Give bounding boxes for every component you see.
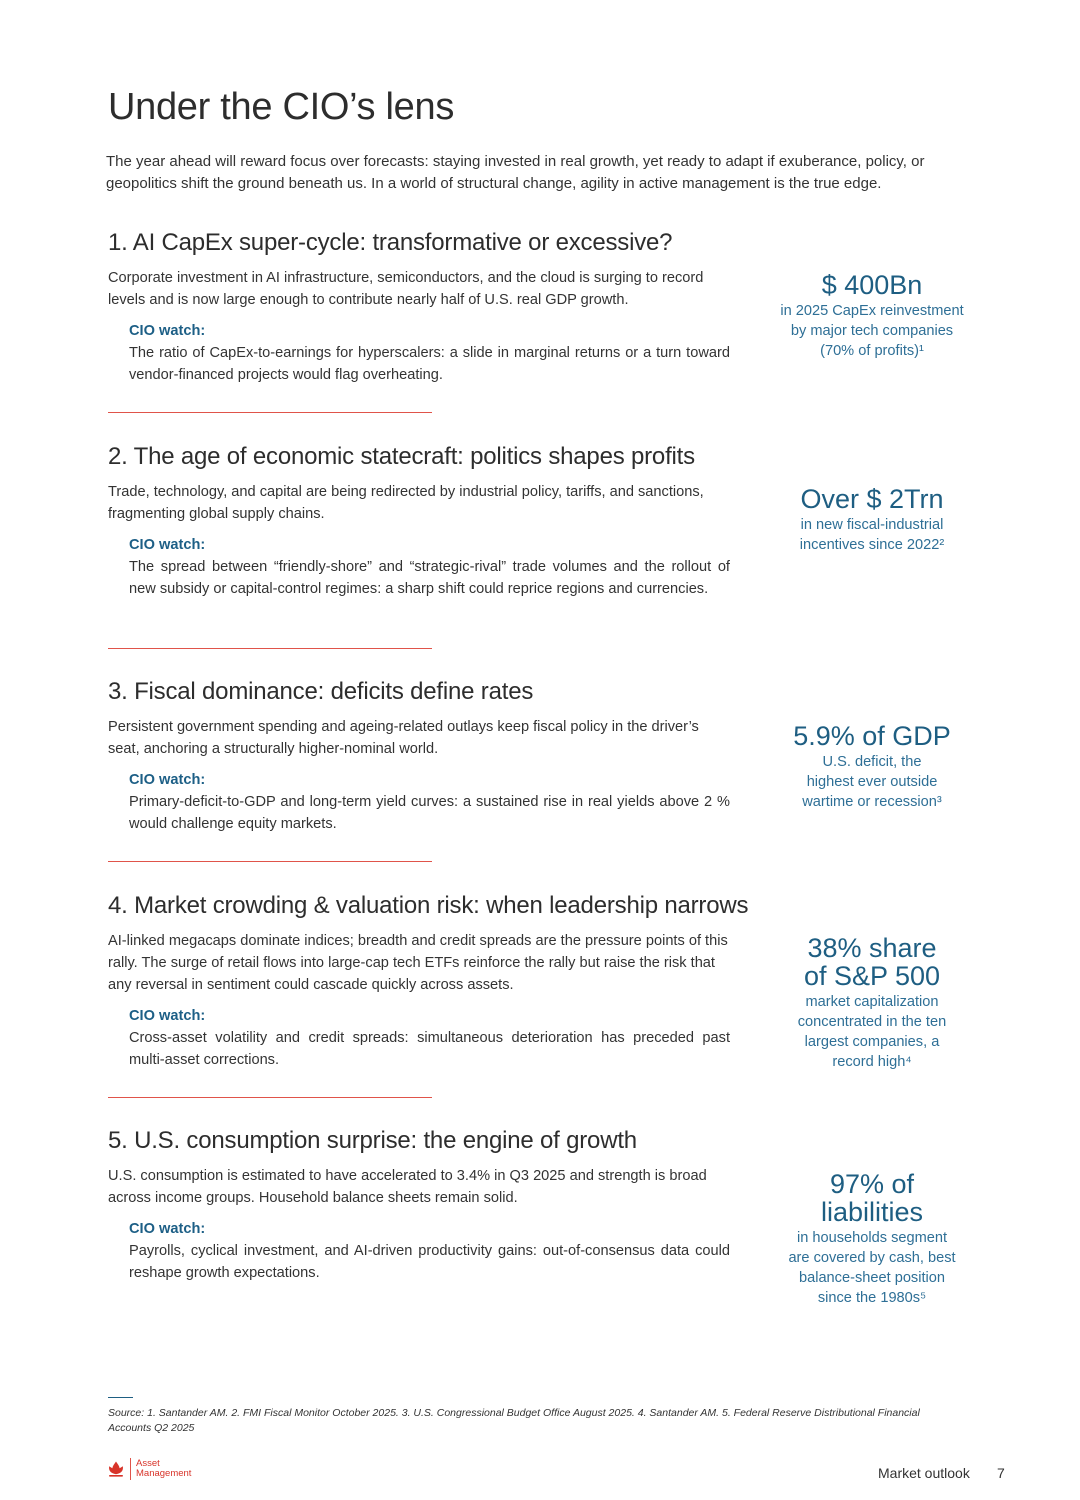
stat-description: in 2025 CapEx reinvestment by major tech companies (70% of profits)¹ — [780, 303, 964, 359]
cio-watch-text: Payrolls, cyclical investment, and AI-driven productivity gains: out-of-consensus data could reshape growth expectations. — [129, 1243, 730, 1281]
stat-description: U.S. deficit, the highest ever outside wartime or recession³ — [802, 754, 942, 810]
cio-watch-text: The ratio of CapEx-to-earnings for hyperscalers: a slide in marginal returns or a turn toward vendor-financed projects would flag overheating. — [129, 345, 730, 383]
section-body: Persistent government spending and ageing-related outlays keep fiscal policy in the driver’s seat, anchoring a structurally higher-nominal world. — [108, 719, 699, 757]
stat-callout — [762, 722, 982, 812]
cio-watch-text: Cross-asset volatility and credit spreads: simultaneous deterioration has preceded past multi-asset corrections. — [129, 1030, 730, 1068]
cio-watch-label: CIO watch: — [129, 1008, 206, 1024]
stat-value: $ 400Bn — [821, 270, 923, 300]
cio-watch-text: Primary-deficit-to-GDP and long-term yield curves: a sustained rise in real yields above 2 % would challenge equity markets. — [129, 794, 730, 832]
section-heading: 2. The age of economic statecraft: politics shapes profits — [108, 443, 695, 470]
section-heading: 3. Fiscal dominance: deficits define rates — [108, 678, 534, 705]
logo-line-2: Management — [136, 1468, 192, 1479]
section-heading: 1. AI CapEx super-cycle: transformative or excessive? — [108, 229, 673, 256]
section-divider — [108, 1097, 432, 1098]
logo-text — [136, 1459, 191, 1479]
page-number: 7 — [997, 1465, 1005, 1481]
section-divider — [108, 648, 432, 649]
section-heading: 4. Market crowding & valuation risk: when leadership narrows — [108, 892, 749, 919]
stat-callout — [762, 271, 982, 361]
brand-logo — [108, 1458, 191, 1480]
page-title: Under the CIO’s lens — [108, 86, 455, 128]
stat-value: Over $ 2Trn — [800, 484, 944, 514]
stat-callout — [762, 1170, 982, 1308]
stat-callout — [762, 934, 982, 1072]
section-body: Trade, technology, and capital are being redirected by industrial policy, tariffs, and sanctions, fragmenting global supply chains. — [108, 484, 704, 522]
source-note: Source: 1. Santander AM. 2. FMI Fiscal Monitor October 2025. 3. U.S. Congressional Budget Office August 2025. 4. Santander AM. 5. Federal Reserve Distributional Financial Accounts Q2 2025 — [108, 1407, 920, 1434]
stat-value: 97% of liabilities — [820, 1169, 924, 1227]
logo-line-1: Asset — [136, 1458, 160, 1469]
cio-watch-label: CIO watch: — [129, 537, 206, 553]
section-body: Corporate investment in AI infrastructure, semiconductors, and the cloud is surging to record levels and is now large enough to contribute nearly half of U.S. real GDP growth. — [108, 270, 704, 308]
section-divider — [108, 861, 432, 862]
stat-callout — [762, 485, 982, 555]
footer-label: Market outlook — [878, 1465, 970, 1481]
cio-watch-label: CIO watch: — [129, 323, 206, 339]
source-rule — [108, 1397, 133, 1398]
stat-description: in households segment are covered by cash, best balance-sheet position since the 1980s⁵ — [788, 1230, 956, 1306]
section-divider — [108, 412, 432, 413]
cio-watch-label: CIO watch: — [129, 772, 206, 788]
cio-watch-label: CIO watch: — [129, 1221, 206, 1237]
stat-value: 5.9% of GDP — [793, 721, 951, 751]
intro-paragraph: The year ahead will reward focus over forecasts: staying invested in real growth, yet ready to adapt if exuberance, policy, or geopolitics shift the ground beneath us. In a world of structural change, agility in active management is the true edge. — [106, 153, 925, 192]
section-body: U.S. consumption is estimated to have accelerated to 3.4% in Q3 2025 and strength is broad across income groups. Household balance sheets remain solid. — [108, 1168, 707, 1206]
logo-separator — [130, 1458, 131, 1480]
section-heading: 5. U.S. consumption surprise: the engine of growth — [108, 1127, 637, 1154]
stat-description: in new fiscal-industrial incentives since 2022² — [799, 517, 945, 553]
flame-logo-icon — [108, 1461, 124, 1477]
cio-watch-text: The spread between “friendly-shore” and “strategic-rival” trade volumes and the rollout of new subsidy or capital-control regimes: a sharp shift could reprice regions and currencies. — [129, 559, 730, 597]
stat-value: 38% share of S&P 500 — [803, 933, 941, 991]
stat-description: market capitalization concentrated in the ten largest companies, a record high⁴ — [797, 994, 947, 1070]
section-body: AI-linked megacaps dominate indices; breadth and credit spreads are the pressure points of this rally. The surge of retail flows into large-cap tech ETFs reinforce the rally but raise the risk that any reversal in sentiment could cascade quickly across assets. — [108, 933, 728, 993]
